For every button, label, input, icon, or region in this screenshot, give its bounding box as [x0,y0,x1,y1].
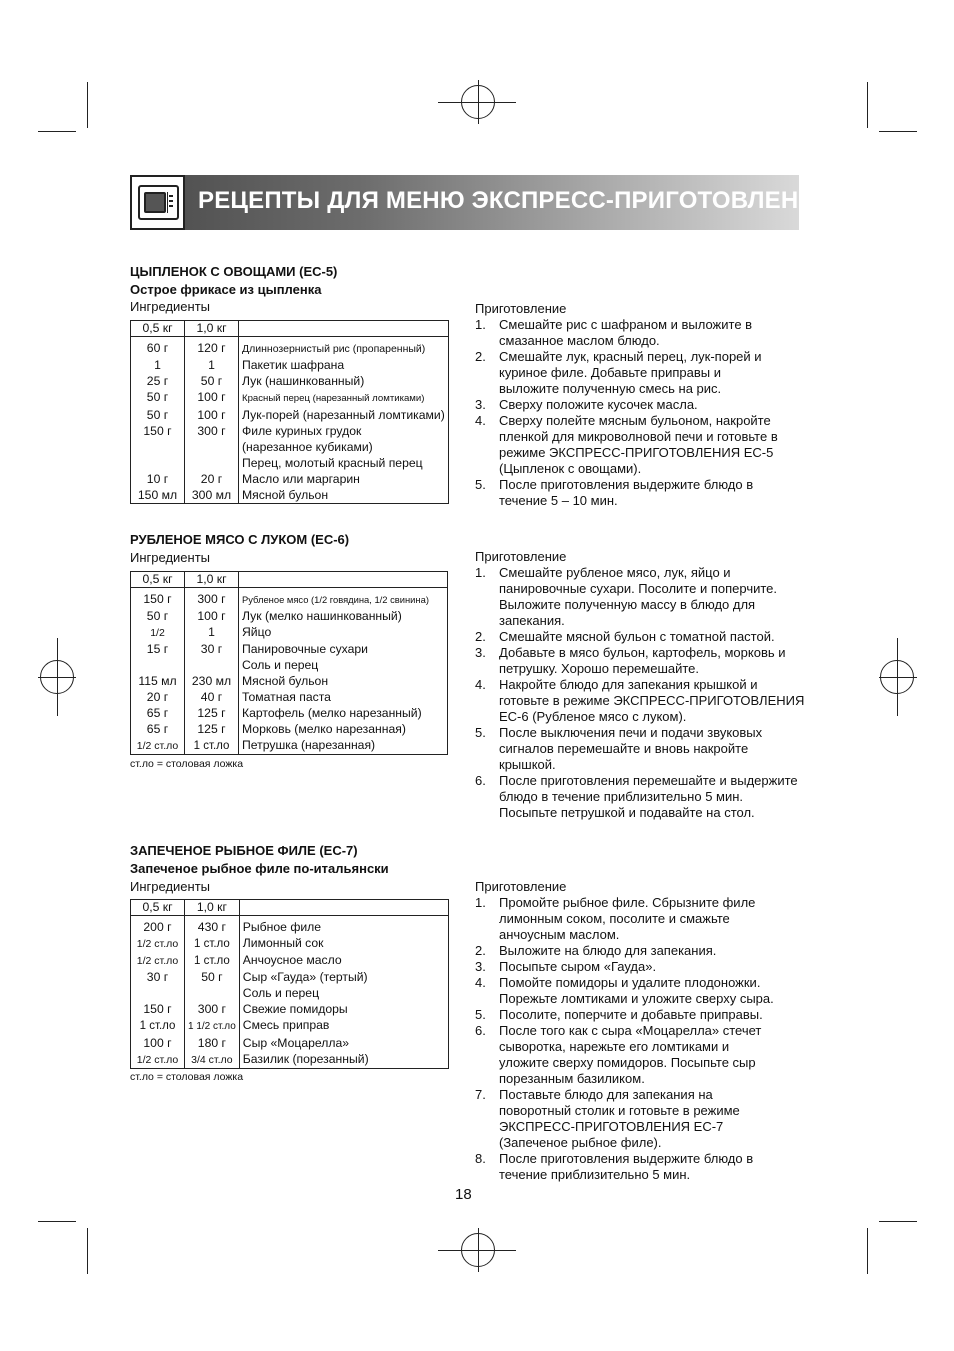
ingredients-table [130,899,449,1069]
steps-list [475,317,778,509]
column-header: 0,5 кг [131,900,185,916]
column-header: 1,0 кг [185,321,239,337]
step-item [475,565,804,629]
step-number: 5. [475,477,486,492]
step-text: Смешайте лук, красный перец, лук-порей и [499,349,762,364]
step-text: (Запеченое рыбное филе). [499,1135,662,1150]
step-number: 2. [475,629,486,644]
table-row: 25 г 50 г Лук (нашинкованный) [131,373,449,389]
table-row: 30 г 50 г Сыр «Гауда» (тертый) [131,969,449,985]
footnote: ст.ло = столовая ложка [130,1071,244,1083]
step-number: 2. [475,349,486,364]
step-text: блюдо в течение приблизительно 5 мин. [499,789,744,804]
table-row: Перец, молотый красный перец [131,455,449,471]
table-row: 20 г 40 г Томатная паста [131,689,448,705]
table-row: 1/2 ст.ло 3/4 ст.ло Базилик (порезанный) [131,1051,449,1069]
crop-mark [87,1228,88,1274]
table-row: 150 г 300 г Филе куриных грудок [131,423,449,439]
table-row: 1 1 Пакетик шафрана [131,357,449,373]
step-text: течение приблизительно 5 мин. [499,1167,691,1182]
table-row: 150 г 300 г Свежие помидоры [131,1001,449,1017]
step-text: Смешайте мясной бульон с томатной пастой. [499,629,775,644]
step-number: 1. [475,317,486,332]
step-text: панировочные сухари. Посолите и поперчите. [499,581,778,596]
step-number: 6. [475,773,486,788]
table-row: 1/2 ст.ло 1 ст.ло Петрушка (нарезанная) [131,737,448,755]
step-text: сыворотка, нарежьте его ломтиками и [499,1039,730,1054]
recipe-title: ЦЫПЛЕНОК С ОВОЩАМИ (EC-5) [130,264,338,279]
recipe-title: РУБЛЕНОЕ МЯСО С ЛУКОМ (EC-6) [130,532,350,547]
step-text: куриное филе. Добавьте приправы и [499,365,721,380]
step-number: 4. [475,677,486,692]
step-text: крышкой. [499,757,556,772]
step-text: сигналов перемешайте и вновь накройте [499,741,749,756]
step-text: После приготовления выдержите блюдо в [499,1151,754,1166]
step-item [475,413,778,477]
table-row: 65 г 125 г Картофель (мелко нарезанный) [131,705,448,721]
table-row: 50 г 100 г Лук (мелко нашинкованный) [131,608,448,624]
column-header: 1,0 кг [185,572,239,588]
table-row: 1/2 ст.ло 1 ст.ло Лимонный сок [131,935,449,952]
step-number: 8. [475,1151,486,1166]
step-item [475,1023,774,1087]
ingredients-table [130,320,449,504]
table-row: 50 г 100 г Красный перец (нарезанный ломтиками) [131,389,449,407]
step-text: EC-6 (Рубленое мясо с луком). [499,709,687,724]
step-item [475,629,804,645]
step-text: поворотный столик и готовьте в режиме [499,1103,740,1118]
step-number: 5. [475,1007,486,1022]
step-number: 3. [475,645,486,660]
step-text: запекания. [499,613,565,628]
step-text: (Цыпленок с овощами). [499,461,642,476]
table-row: 100 г 180 г Сыр «Моцарелла» [131,1035,449,1051]
step-item [475,1007,774,1023]
step-item [475,645,804,677]
crop-mark [879,1221,917,1222]
step-text: выложите полученную смесь на рис. [499,381,722,396]
table-row: 15 г 30 г Панировочные сухари [131,641,448,657]
step-item [475,677,804,725]
step-text: После приготовления выдержите блюдо в [499,477,754,492]
crop-mark [38,131,76,132]
page-title: РЕЦЕПТЫ ДЛЯ МЕНЮ ЭКСПРЕСС-ПРИГОТОВЛЕНИЯ [198,187,834,214]
step-text: Выложите полученную массу в блюдо для [499,597,756,612]
step-item [475,943,774,959]
step-text: После приготовления перемешайте и выдержите [499,773,798,788]
recipe-title: ЗАПЕЧЕНОЕ РЫБНОЕ ФИЛЕ (EC-7) [130,843,358,858]
step-text: Смешайте рубленое мясо, лук, яйцо и [499,565,731,580]
crop-mark [879,131,917,132]
step-text: уложите сверху помидоров. Посыпьте сыр [499,1055,756,1070]
step-number: 6. [475,1023,486,1038]
step-text: Помойте помидоры и удалите плодоножки. [499,975,761,990]
preparation-label: Приготовление [475,549,567,564]
table-row: 1 ст.ло 1 1/2 ст.ло Смесь приправ [131,1017,449,1035]
step-text: течение 5 – 10 мин. [499,493,618,508]
step-number: 4. [475,413,486,428]
step-text: пленкой для микроволновой печи и готовьте в [499,429,778,444]
table-row: 50 г 100 г Лук-порей (нарезанный ломтиками) [131,407,449,423]
table-row: 150 г 300 г Рубленое мясо (1/2 говядина, 1/2 свинина) [131,591,448,608]
crop-mark [87,82,88,128]
table-row: 115 мл 230 мл Мясной бульон [131,673,448,689]
page-number: 18 [455,1186,472,1203]
table-row: 1/2 ст.ло 1 ст.ло Анчоусное масло [131,952,449,969]
step-text: Промойте рыбное филе. Сбрызните филе [499,895,756,910]
table-row: 200 г 430 г Рыбное филе [131,919,449,935]
step-number: 5. [475,725,486,740]
step-text: порезанным базиликом. [499,1071,645,1086]
step-text: Поставьте блюдо для запекания на [499,1087,713,1102]
table-row: 1/2 1 Яйцо [131,624,448,641]
crop-mark [867,1228,868,1274]
column-header: 0,5 кг [131,321,185,337]
column-header: 0,5 кг [131,572,185,588]
section-header [130,175,834,230]
preparation-label: Приготовление [475,301,567,316]
step-number: 4. [475,975,486,990]
step-text: готовьте в режиме ЭКСПРЕСС-ПРИГОТОВЛЕНИЯ [499,693,805,708]
step-text: Сверху положите кусочек масла. [499,397,698,412]
step-item [475,975,774,1007]
step-item [475,725,804,773]
step-text: Сверху полейте мясным бульоном, накройте [499,413,771,428]
recipe-subtitle: Острое фрикасе из цыпленка [130,282,322,297]
step-text: После выключения печи и подачи звуковых [499,725,763,740]
table-row: (нарезанное кубиками) [131,439,449,455]
step-item [475,895,774,943]
microwave-icon [130,175,185,230]
step-number: 1. [475,895,486,910]
step-item [475,959,774,975]
step-text: петрушку. Хорошо перемешайте. [499,661,700,676]
crop-mark [867,82,868,128]
step-item [475,349,778,397]
steps-list [475,565,804,821]
ingredients-label: Ингредиенты [130,299,210,314]
step-text: После того как с сыра «Моцарелла» стечет [499,1023,762,1038]
table-row: 10 г 20 г Масло или маргарин [131,471,449,487]
ingredients-label: Ингредиенты [130,879,210,894]
step-number: 7. [475,1087,486,1102]
ingredients-table [130,571,448,755]
step-number: 3. [475,959,486,974]
column-header: 1,0 кг [185,900,240,916]
step-item [475,397,778,413]
ingredients-label: Ингредиенты [130,550,210,565]
table-row: Соль и перец [131,657,448,673]
step-text: ЭКСПРЕСС-ПРИГОТОВЛЕНИЯ EC-7 [499,1119,724,1134]
step-number: 2. [475,943,486,958]
steps-list [475,895,774,1183]
table-row: 60 г 120 г Длиннозернистый рис (пропаренный) [131,340,449,357]
step-text: Порежьте ломтиками и уложите сверху сыра. [499,991,774,1006]
footnote: ст.ло = столовая ложка [130,758,244,770]
step-item [475,477,778,509]
crop-mark [38,1221,76,1222]
step-text: анчоусным маслом. [499,927,620,942]
step-text: лимонным соком, посолите и смажьте [499,911,730,926]
step-text: смазанное маслом блюдо. [499,333,660,348]
step-text: режиме ЭКСПРЕСС-ПРИГОТОВЛЕНИЯ EC-5 [499,445,774,460]
step-text: Смешайте рис с шафраном и выложите в [499,317,753,332]
table-row: 65 г 125 г Морковь (мелко нарезанная) [131,721,448,737]
step-text: Посыпьте сыром «Гауда». [499,959,657,974]
step-text: Накройте блюдо для запекания крышкой и [499,677,758,692]
step-text: Выложите на блюдо для запекания. [499,943,717,958]
step-item [475,773,804,821]
step-number: 1. [475,565,486,580]
step-item [475,1087,774,1151]
step-number: 3. [475,397,486,412]
step-text: Посыпьте петрушкой и подавайте на стол. [499,805,755,820]
table-row: Соль и перец [131,985,449,1001]
step-text: Добавьте в мясо бульон, картофель, морковь и [499,645,786,660]
recipe-subtitle: Запеченое рыбное филе по-итальянски [130,861,389,876]
preparation-label: Приготовление [475,879,567,894]
table-row: 150 мл 300 мл Мясной бульон [131,487,449,504]
step-item [475,1151,774,1183]
step-item [475,317,778,349]
step-text: Посолите, поперчите и добавьте приправы. [499,1007,763,1022]
